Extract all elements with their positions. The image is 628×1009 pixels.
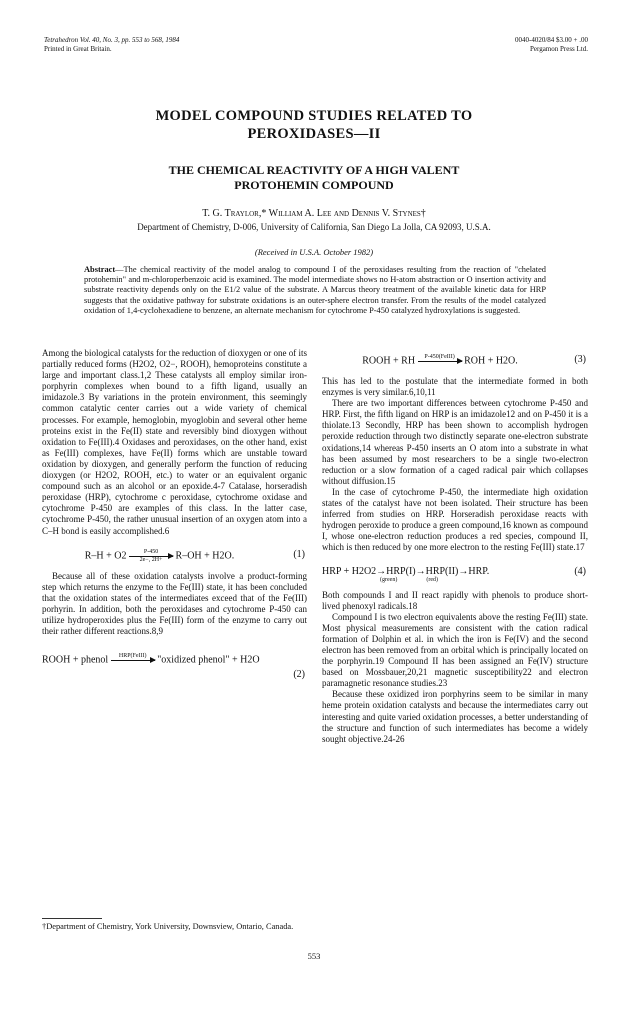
page-number: 553 — [307, 951, 321, 961]
journal-code — [515, 36, 588, 54]
footnote-divider — [42, 918, 102, 919]
article-title — [0, 107, 628, 143]
subtitle-line-2: PROTOHEMIN COMPOUND — [234, 178, 394, 192]
eq1-rhs: R–OH + H2O. — [175, 549, 235, 561]
footnote: †Department of Chemistry, York University, Downsview, Ontario, Canada. — [42, 922, 294, 931]
eq2-arrow-top: HRP(FeIII) — [118, 653, 147, 660]
eq3-lhs: ROOH + RH — [362, 355, 416, 367]
equation-1 — [42, 543, 307, 565]
eq3-number: (3) — [574, 354, 586, 365]
eq3-arrow-top: P-450(FeIII) — [424, 354, 455, 360]
eq2-number: (2) — [293, 669, 305, 681]
equation-4 — [322, 560, 588, 584]
eq1-arrow — [129, 549, 173, 563]
right-paragraph-1: This has led to the postulate that the intermediate formed in both enzymes is very similar.6,10,11 — [322, 376, 588, 398]
subtitle-line-1: THE CHEMICAL REACTIVITY OF A HIGH VALENT — [168, 163, 460, 177]
right-paragraph-3: In the case of cytochrome P-450, the intermediate high oxidation states of the catalyst have not been isolated. Their structure has been inferred from studies on HRP. Horseradish peroxidase reacts with hydrogen peroxide to produce a green compound,16 known as compound I, whose one-electron reduction produces a red species, compound II, which is then reduced by one more electron to the resting Fe(III) state.17 — [322, 486, 588, 553]
eq1-arrow-bottom: 2e−, 2H+ — [139, 556, 163, 563]
right-paragraph-6: Because these oxidized iron porphyrins seem to be similar in many heme protein oxidation catalysts and because the intermediates carry out interesting and quite varied oxidation processes, a better understanding of the structure and function of such intermediates has become a widely sought objective.24-26 — [322, 689, 588, 744]
journal-line-1: Tetrahedron Vol. 40, No. 3, pp. 553 to 568, 1984 — [44, 36, 180, 44]
equation-2 — [42, 647, 307, 681]
eq1-lhs: R–H + O2 — [84, 549, 127, 561]
eq4-text: HRP + H2O2→HRP(I)→HRP(II)→HRP. — [322, 565, 490, 577]
right-paragraph-5: Compound I is two electron equivalents above the resting Fe(III) state. Most physical measurements are consistent with the cation radical formation of Dolphin et al. in which the iron is Fe(IV) and the second electron has been removed from an orbital which is principally located on the porphyrin.19 Compound II has been assigned an Fe(IV) structure based on Mossbauer,20,21 magnetic susceptibility22 and electron paramagnetic resonance studies.23 — [322, 611, 588, 689]
eq3-rhs: ROH + H2O. — [464, 355, 518, 367]
eq4-label-green: (green) — [380, 576, 398, 583]
abstract-text: —The chemical reactivity of the model analog to compound I of the peroxidases resulting from the reaction of "chelated protohemin" and m-chloroperbenzoic acid is examined. The model intermediate shows no H-atom abstraction or O insertion activity and substrate reactivity depends only on the E1/2 value of the substrate. A Marcus theory treatment of the available kinetic data for HRP suggests that the oxidative pathway for substrate oxidations is an outer-sphere electron transfer. From the results of the model catalyzed oxidation of 1,4-cyclohexadiene to benzene, an alternate mechanism for cytochrome P-450 catalyzed hydroxylations is suggested. — [84, 265, 546, 315]
eq4-label-red: (red) — [426, 576, 438, 583]
left-column — [42, 348, 307, 683]
left-paragraph-1: Among the biological catalysts for the reduction of dioxygen or one of its partially reduced forms (H2O2, O2−, ROOH), hemoproteins constitute a large and important class.1,2 These catalysts all employ similar iron-porphyrin complexes when bound to a fifth ligand, usually an imidazole.3 By variations in the protein environment, this seemingly common catalytic center carries out a wide variety of chemical processes. For example, hemoglobin, myoglobin and several other heme proteins exist in the Fe(II) state and reversibly bind dioxygen without oxidation to Fe(III).4 Oxidases and peroxidases, on the other hand, exist as Fe(III) complexes, have Fe(II) forms which are unstable toward oxidation by dioxygen, and generally perform the function of reducing dioxygen (or H2O2, ROOH, etc.) to water or an equivalent organic compound such as an alcohol or an epoxide.4-7 Catalase, horseradish peroxidase (HRP), cytochrome c peroxidase, cytochrome oxidase and cytochrome P-450 are examples of this class. In the latter case, cytochrome P-450, the rather unusual insertion of an oxygen atom into a C–H bond is easily accomplished.6 — [42, 348, 307, 536]
received-date: (Received in U.S.A. October 1982) — [254, 247, 374, 257]
title-line-2: PEROXIDASES—II — [247, 126, 381, 142]
right-arrow-icon — [418, 361, 462, 362]
left-paragraph-2: Because all of these oxidation catalysts involve a product-forming step which returns the enzyme to the Fe(III) state, it has been concluded that the oxidation states of the intermediates exceed that of the Fe(III) porhyrin. In addition, both the peroxidases and cytochrome P-450 can utilize hydroperoxides plus the Fe(III) form of the enzyme to carry out their rather different reactions.8,9 — [42, 570, 307, 637]
eq4-number: (4) — [574, 565, 586, 577]
right-arrow-icon — [111, 660, 155, 661]
eq1-number: (1) — [293, 548, 305, 560]
eq1-arrow-top: P-450 — [143, 548, 159, 555]
code-line-1: 0040-4020/84 $3.00 + .00 — [515, 36, 588, 44]
right-arrow-icon — [129, 556, 173, 557]
title-line-1: MODEL COMPOUND STUDIES RELATED TO — [155, 108, 473, 124]
right-paragraph-4: Both compounds I and II react rapidly with phenols to produce short-lived phenoxyl radicals.18 — [322, 589, 588, 611]
abstract — [84, 265, 546, 316]
eq2-lhs: ROOH + phenol — [42, 654, 109, 666]
eq3-arrow — [418, 354, 462, 368]
code-line-2: Pergamon Press Ltd. — [529, 45, 588, 53]
equation-3 — [322, 348, 588, 370]
journal-line-2: Printed in Great Britain. — [44, 45, 112, 53]
article-subtitle — [0, 163, 628, 193]
affiliation: Department of Chemistry, D-006, University of California, San Diego La Jolla, CA 92093, U.S.A. — [137, 222, 491, 232]
journal-citation — [44, 36, 179, 54]
eq2-arrow — [111, 653, 155, 667]
eq2-rhs: "oxidized phenol" + H2O — [157, 654, 260, 666]
author-list: T. G. Traylor,* William A. Lee and Dennis V. Stynes† — [202, 208, 426, 219]
right-column — [322, 348, 588, 745]
right-paragraph-2: There are two important differences between cytochrome P-450 and HRP. First, the fifth ligand on HRP is an imidazole12 and on P-450 it is a thiolate.13 Secondly, HRP has been shown to accomplish hydrogen peroxide reduction through two distinctly separate one-electron substrate oxidations,14 whereas P-450 inserts an O atom into a substrate in what has been assumed by most researchers to be a single two-electron reduction or a slow formation of a caged radical pair which collapses without diffusion.15 — [322, 398, 588, 486]
abstract-label: Abstract — [84, 265, 116, 274]
